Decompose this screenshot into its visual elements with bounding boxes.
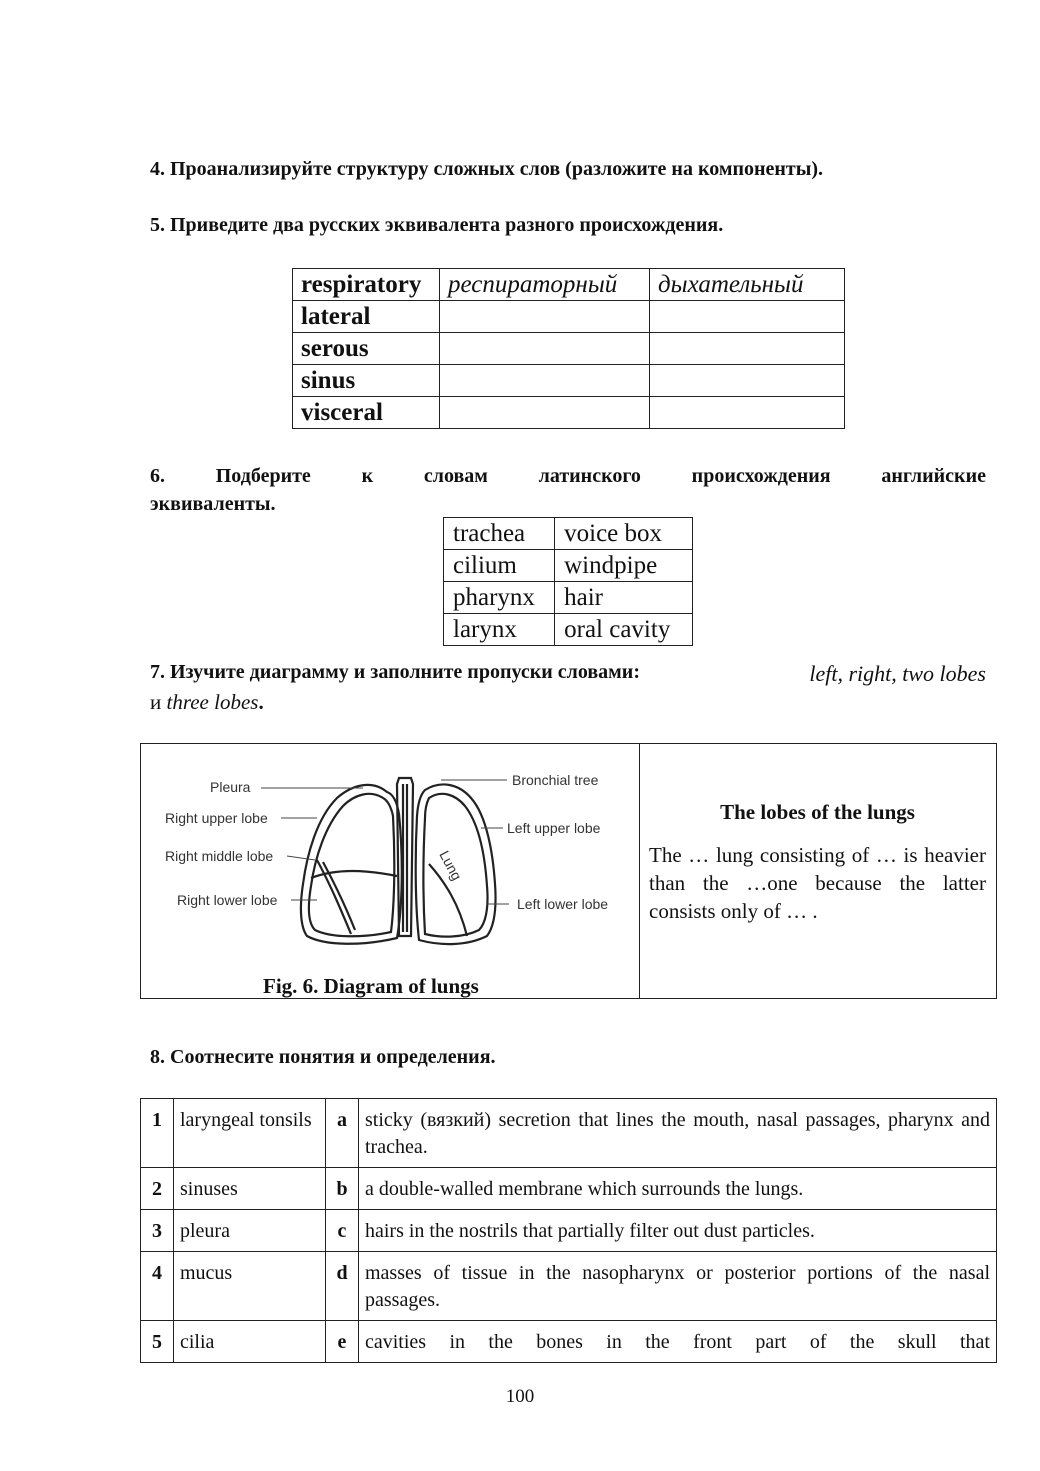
table-row	[141, 1168, 997, 1210]
term-cell: pleura	[174, 1210, 326, 1252]
term-cell: serous	[293, 333, 440, 365]
table-row	[293, 301, 845, 333]
table-row	[293, 365, 845, 397]
task-6-word: к	[361, 465, 374, 487]
table-row	[444, 518, 693, 550]
task-7-conjunction: и	[150, 690, 167, 714]
definition-cell: hairs in the nostrils that partially filter out dust particles.	[359, 1210, 997, 1252]
task-6-word: Подберите	[215, 465, 311, 487]
task-7-period: .	[258, 690, 264, 714]
matching-table	[140, 1098, 997, 1363]
term-cell: sinus	[293, 365, 440, 397]
task-6-heading-line2: эквиваленты.	[150, 493, 276, 515]
task-7-heading	[150, 661, 986, 687]
table-row	[444, 614, 693, 646]
russian-equivalent-1: респираторный	[440, 269, 650, 301]
table-row	[444, 582, 693, 614]
russian-equivalent-1	[440, 333, 650, 365]
task-6-word: 6.	[150, 465, 165, 487]
page-number: 100	[505, 1386, 535, 1407]
label-left-lower-lobe: Left lower lobe	[517, 896, 609, 912]
row-letter: e	[326, 1321, 359, 1363]
term-cell: lateral	[293, 301, 440, 333]
term-cell: laryngeal tonsils	[174, 1099, 326, 1168]
task-7-words-2: three lobes	[166, 690, 259, 714]
label-right-upper-lobe: Right upper lobe	[165, 810, 268, 826]
label-lung: Lung	[436, 847, 466, 883]
row-number: 3	[141, 1210, 174, 1252]
task-8-heading: 8. Соотнесите понятия и определения.	[150, 1046, 496, 1068]
row-letter: d	[326, 1252, 359, 1321]
row-number: 5	[141, 1321, 174, 1363]
figure-caption: Fig. 6. Diagram of lungs	[263, 974, 479, 998]
task-7-heading-line2	[150, 690, 264, 715]
english-word: windpipe	[555, 550, 693, 582]
term-cell: visceral	[293, 397, 440, 429]
row-letter: c	[326, 1210, 359, 1252]
latin-word: trachea	[444, 518, 555, 550]
table-row	[293, 269, 845, 301]
task-6-word: происхождения	[691, 465, 831, 487]
table-row	[293, 397, 845, 429]
row-number: 4	[141, 1252, 174, 1321]
task-6-word: словам	[423, 465, 488, 487]
label-bronchial-tree: Bronchial tree	[512, 772, 599, 788]
term-cell: cilia	[174, 1321, 326, 1363]
russian-equivalent-1	[440, 301, 650, 333]
russian-equivalent-2: дыхательный	[650, 269, 845, 301]
task-4-heading: 4. Проанализируйте структуру сложных слов (разложите на компоненты).	[150, 158, 823, 180]
task-6-word: латинского	[538, 465, 641, 487]
task-6-heading	[150, 465, 986, 488]
task-7-instruction: 7. Изучите диаграмму и заполните пропуски словами:	[150, 661, 640, 683]
lobes-paragraph: The … lung consisting of … is heavier than the …one because the latter consists only of … .	[649, 843, 986, 923]
trachea	[397, 778, 413, 936]
task-6-word: английские	[881, 465, 986, 487]
label-right-middle-lobe: Right middle lobe	[165, 848, 274, 864]
lung-figure-box	[140, 743, 997, 999]
task-7-words: left, right, two lobes	[809, 661, 986, 686]
russian-equivalent-1	[440, 365, 650, 397]
term-cell: sinuses	[174, 1168, 326, 1210]
english-word: hair	[555, 582, 693, 614]
definition-cell: masses of tissue in the nasopharynx or posterior portions of the nasal passages.	[359, 1252, 997, 1321]
table-row	[293, 333, 845, 365]
english-word: voice box	[555, 518, 693, 550]
latin-word: larynx	[444, 614, 555, 646]
latin-word: cilium	[444, 550, 555, 582]
term-cell: mucus	[174, 1252, 326, 1321]
definition-cell: sticky (вязкий) secretion that lines the mouth, nasal passages, pharynx and trachea.	[359, 1099, 997, 1168]
row-number: 2	[141, 1168, 174, 1210]
row-number: 1	[141, 1099, 174, 1168]
lung-diagram-cell	[141, 744, 640, 999]
russian-equivalent-1	[440, 397, 650, 429]
table-row	[141, 1321, 997, 1363]
lobes-title: The lobes of the lungs	[720, 800, 915, 824]
table-row	[141, 1099, 997, 1168]
label-pleura: Pleura	[210, 779, 251, 795]
lobes-text-cell	[640, 744, 997, 999]
table-row	[141, 1210, 997, 1252]
english-word: oral cavity	[555, 614, 693, 646]
russian-equivalent-2	[650, 301, 845, 333]
row-letter: a	[326, 1099, 359, 1168]
task-5-heading: 5. Приведите два русских эквивалента разного происхождения.	[150, 214, 724, 236]
lung-diagram	[141, 744, 639, 998]
russian-equivalent-2	[650, 333, 845, 365]
russian-equivalent-2	[650, 365, 845, 397]
equivalents-table	[292, 268, 845, 429]
definition-cell: a double-walled membrane which surrounds the lungs.	[359, 1168, 997, 1210]
table-row	[444, 550, 693, 582]
row-letter: b	[326, 1168, 359, 1210]
table-row	[141, 1252, 997, 1321]
definition-cell: cavities in the bones in the front part of the skull that	[359, 1321, 997, 1363]
label-right-lower-lobe: Right lower lobe	[177, 892, 278, 908]
latin-english-table	[443, 517, 693, 646]
label-left-upper-lobe: Left upper lobe	[507, 820, 601, 836]
term-cell: respiratory	[293, 269, 440, 301]
latin-word: pharynx	[444, 582, 555, 614]
russian-equivalent-2	[650, 397, 845, 429]
